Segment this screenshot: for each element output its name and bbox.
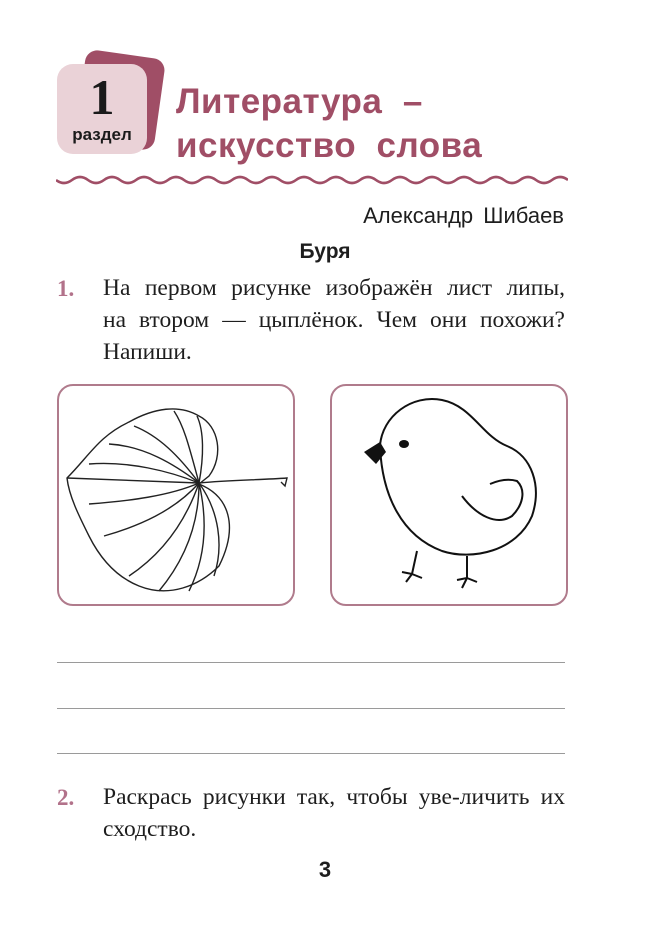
section-label: раздел [72,125,132,144]
story-title: Буря [299,240,351,263]
task-1-text: На первом рисунке изображён лист липы, на втором — цыплёнок. Чем они похожи? Напиши. [103,275,565,365]
page-number: 3 [318,857,332,882]
chapter-title [176,80,482,168]
wavy-divider [56,170,568,190]
chick-image-frame [330,384,568,606]
author-name: Александр Шибаев [363,203,564,228]
answer-line-3[interactable] [57,753,565,754]
task-2-number: 2. [57,785,75,810]
linden-leaf-icon [59,386,293,604]
leaf-image-frame [57,384,295,606]
answer-line-2[interactable] [57,708,565,709]
task-2-text: Раскрась рисунки так, чтобы уве-личить их сходство. [103,784,565,842]
section-number: 1 [89,69,115,125]
answer-line-1[interactable] [57,662,565,663]
chapter-title-line2: искусство слова [176,126,483,165]
task-1-number: 1. [57,276,75,301]
chapter-title-line1: Литература – [176,82,423,121]
chick-icon [332,386,566,604]
